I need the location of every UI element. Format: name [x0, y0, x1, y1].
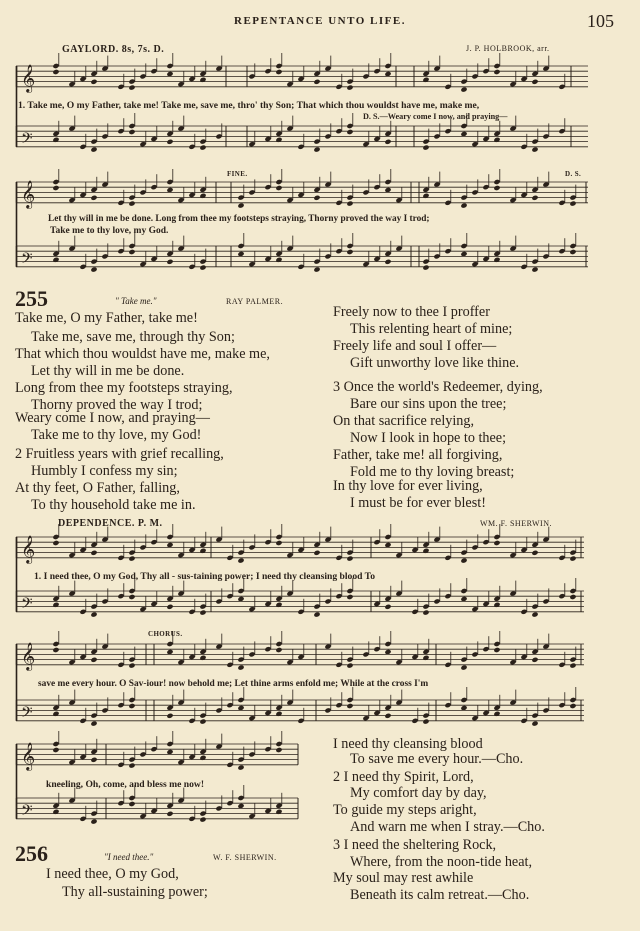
- verse-line: To guide my steps aright,: [333, 802, 477, 818]
- svg-text:𝄞: 𝄞: [21, 641, 36, 670]
- svg-text:𝄞: 𝄞: [21, 179, 36, 208]
- lyric-line: save me every hour. O Sav-iour! now behold me; Let thine arms enfold me; While at the cross I'm: [38, 679, 429, 689]
- verse-line: My soul may rest awhile: [333, 870, 474, 886]
- chorus-mark: CHORUS.: [148, 630, 183, 638]
- verse-line: Freely life and soul I offer—: [333, 338, 497, 354]
- lyric-line: Let thy will in me be done. Long from thee my footsteps straying, Thorny proved the way I trod;: [48, 214, 430, 224]
- hymn-number: 256: [15, 841, 48, 866]
- verse-line: I need thee, O my God,: [46, 866, 179, 882]
- hymn-author: RAY PALMER.: [226, 297, 284, 306]
- lyric-line: kneeling, Oh, come, and bless me now!: [46, 779, 205, 790]
- verse-line: Bare our sins upon the tree;: [350, 396, 507, 412]
- page-number: 105: [587, 11, 614, 31]
- hymn-number: 255: [15, 286, 48, 311]
- da-segno-lyric: D. S.—Weary come I now, and praying—: [363, 112, 508, 121]
- verse-line: 2 Fruitless years with grief recalling,: [15, 446, 224, 462]
- verse-line: I need thy cleansing blood: [333, 736, 483, 752]
- verse-line: On that sacrifice relying,: [333, 413, 475, 429]
- verse-line: Let thy will in me be done.: [31, 363, 185, 379]
- verse-line: Take me to thy love, my God!: [31, 427, 202, 443]
- verse-line: My comfort day by day,: [350, 785, 487, 801]
- hymn-attribution: "I need thee.": [104, 852, 154, 862]
- verse-line: Humbly I confess my sin;: [31, 463, 178, 479]
- hymn-attribution: " Take me.": [115, 296, 157, 306]
- verse-line: And warn me when I stray.—Cho.: [350, 819, 545, 835]
- verse-line: 2 I need thy Spirit, Lord,: [333, 769, 474, 785]
- svg-text:𝄢: 𝄢: [21, 703, 33, 725]
- verse-line: This relenting heart of mine;: [350, 321, 513, 337]
- tune-name: DEPENDENCE. P. M.: [58, 518, 163, 529]
- lyric-line: 1. Take me, O my Father, take me! Take me, save me, thro' thy Son; That which thou wouldst have me, make me,: [18, 100, 480, 111]
- tune-name: GAYLORD. 8s, 7s. D.: [62, 44, 165, 55]
- hymn-author: W. F. SHERWIN.: [213, 853, 277, 862]
- verse-line: 3 Once the world's Redeemer, dying,: [333, 379, 543, 395]
- svg-text:𝄞: 𝄞: [21, 741, 36, 770]
- verse-line: Now I look in hope to thee;: [350, 430, 507, 446]
- verse-line: Fold me to thy loving breast;: [350, 464, 515, 480]
- verse-line: At thy feet, O Father, falling,: [15, 480, 180, 496]
- verse-line: Freely now to thee I proffer: [333, 304, 490, 320]
- svg-text:𝄞: 𝄞: [21, 534, 36, 563]
- verse-line: Thy all-sustaining power;: [62, 884, 208, 900]
- composer: WM. F. SHERWIN.: [480, 519, 552, 528]
- verse-line: Thorny proved the way I trod;: [31, 397, 203, 413]
- running-header: REPENTANCE UNTO LIFE.: [234, 15, 406, 27]
- svg-text:𝄢: 𝄢: [21, 249, 33, 271]
- verse-line: Long from thee my footsteps straying,: [15, 380, 233, 396]
- verse-line: Father, take me! all forgiving,: [333, 447, 503, 463]
- verse-line: In thy love for ever living,: [333, 478, 483, 494]
- svg-text:𝄞: 𝄞: [21, 63, 36, 92]
- lyric-line: Take me to thy love, my God.: [50, 226, 169, 236]
- lyric-line: 1. I need thee, O my God, Thy all - sus-taining power; I need thy cleansing blood To: [34, 571, 375, 582]
- verse-line: Take me, save me, through thy Son;: [31, 329, 235, 345]
- verse-line: Where, from the noon-tide heat,: [350, 854, 532, 870]
- verse-line: To thy household take me in.: [31, 497, 196, 513]
- composer: J. P. HOLBROOK, arr.: [466, 44, 550, 53]
- fine-mark: FINE.: [227, 170, 248, 178]
- svg-text:𝄢: 𝄢: [21, 594, 33, 616]
- svg-text:𝄢: 𝄢: [21, 801, 33, 823]
- verse-line: Weary come I now, and praying—: [15, 410, 210, 426]
- verse-line: Gift unworthy love like thine.: [350, 355, 520, 371]
- verse-line: I must be for ever blest!: [350, 495, 486, 511]
- verse-line: Take me, O my Father, take me!: [15, 310, 198, 326]
- verse-line: To save me every hour.—Cho.: [350, 751, 524, 767]
- verse-line: 3 I need the sheltering Rock,: [333, 837, 497, 853]
- verse-line: That which thou wouldst have me, make me,: [15, 346, 270, 362]
- verse-line: Beneath its calm retreat.—Cho.: [350, 887, 530, 903]
- svg-text:𝄢: 𝄢: [21, 129, 33, 151]
- ds-mark: D. S.: [565, 170, 582, 178]
